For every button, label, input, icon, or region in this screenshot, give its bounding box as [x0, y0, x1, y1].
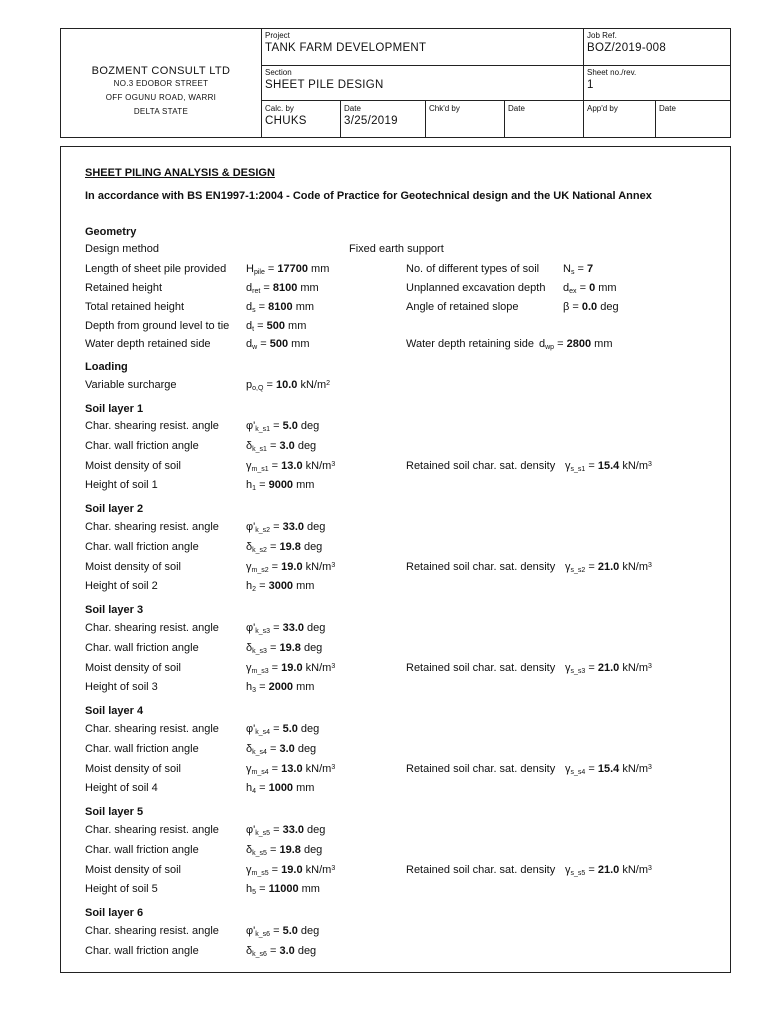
gamma-entry: $\gamma_{m\_s2} = 19.0$ $kN/m^3$: [246, 561, 336, 574]
delta-value: 3.0: [279, 945, 295, 957]
sat-label: Retained soil char. sat. density: [406, 662, 556, 674]
slope-value: 0.0: [581, 301, 598, 313]
divider: [425, 100, 426, 137]
loading-heading: Loading: [85, 361, 128, 373]
sat-entry: $\gamma_{s\_s3} = 21.0$ $kN/m^3$: [565, 662, 652, 675]
water-retained-label: Water depth retained side: [85, 338, 211, 350]
section-cell: [265, 68, 384, 92]
soil-layer-1-heading: Soil layer 1: [85, 403, 144, 415]
sat-value: 21.0: [597, 561, 620, 573]
surcharge-label: Variable surcharge: [85, 379, 177, 391]
sat-value: 15.4: [597, 763, 620, 775]
project-value: TANK FARM DEVELOPMENT: [265, 42, 427, 54]
retained-height-entry: $d_{ret} = 8100$ mm: [246, 282, 319, 295]
divider: [261, 29, 262, 137]
sat-label: Retained soil char. sat. density: [406, 864, 556, 876]
height-entry: $h_5 = 11000$ mm: [246, 883, 320, 896]
divider: [655, 100, 656, 137]
height-label: Height of soil 5: [85, 883, 158, 895]
geometry-heading: Geometry: [85, 226, 137, 238]
height-value: 9000: [268, 479, 294, 491]
gamma-label: Moist density of soil: [85, 561, 181, 573]
phi-entry: $\varphi'_{k\_s4} = 5.0$ deg: [246, 723, 320, 736]
calcby-value: CHUKS: [265, 115, 307, 127]
phi-label: Char. shearing resist. angle: [85, 420, 219, 432]
height-entry: $h_1 = 9000$ mm: [246, 479, 315, 492]
soil-layer-2-heading: Soil layer 2: [85, 503, 144, 515]
section-value: SHEET PILE DESIGN: [265, 79, 384, 91]
project-label: Project: [265, 31, 290, 40]
delta-value: 3.0: [279, 743, 295, 755]
calcby-label: Calc. by: [265, 104, 294, 113]
delta-value: 19.8: [279, 541, 301, 553]
phi-value: 33.0: [282, 622, 304, 634]
phi-label: Char. shearing resist. angle: [85, 521, 219, 533]
pile-length-label: Length of sheet pile provided: [85, 263, 227, 275]
sat-entry: $\gamma_{s\_s1} = 15.4$ $kN/m^3$: [565, 460, 652, 473]
phi-value: 5.0: [282, 723, 298, 735]
height-entry: $h_4 = 1000$ mm: [246, 782, 315, 795]
date2-label: Date: [508, 104, 525, 113]
height-entry: $h_2 = 3000$ mm: [246, 580, 315, 593]
design-method-label: Design method: [85, 243, 159, 255]
header-block: [60, 28, 731, 138]
sheet-cell: [587, 68, 636, 92]
height-value: 3000: [268, 580, 294, 592]
unplanned-value: 0: [589, 282, 596, 294]
doc-subtitle: In accordance with BS EN1997-1:2004 - Code of Practice for Geotechnical design and the UK National Annex: [85, 190, 652, 202]
delta-entry: $\delta_{k\_s5} = 19.8$ deg: [246, 844, 323, 857]
delta-label: Char. wall friction angle: [85, 945, 199, 957]
date3-label: Date: [659, 104, 676, 113]
phi-entry: $\varphi'_{k\_s5} = 33.0$ deg: [246, 824, 326, 837]
chkd-cell: [429, 104, 460, 114]
sat-label: Retained soil char. sat. density: [406, 763, 556, 775]
company-address-line: DELTA STATE: [133, 107, 189, 116]
gamma-label: Moist density of soil: [85, 763, 181, 775]
delta-entry: $\delta_{k\_s3} = 19.8$ deg: [246, 642, 323, 655]
gamma-value: 19.0: [281, 561, 303, 573]
company-address-line: OFF OGUNU ROAD, WARRI: [105, 93, 217, 102]
phi-label: Char. shearing resist. angle: [85, 824, 219, 836]
appd-cell: [587, 104, 618, 114]
pile-length-value: 17700: [277, 263, 308, 275]
unplanned-label: Unplanned excavation depth: [406, 282, 546, 294]
delta-label: Char. wall friction angle: [85, 743, 199, 755]
sat-label: Retained soil char. sat. density: [406, 460, 556, 472]
phi-entry: $\varphi'_{k\_s2} = 33.0$ deg: [246, 521, 326, 534]
project-cell: [265, 31, 426, 55]
doc-title: SHEET PILING ANALYSIS & DESIGN: [85, 167, 275, 179]
retained-height-value: 8100: [272, 282, 298, 294]
delta-label: Char. wall friction angle: [85, 440, 199, 452]
surcharge-value: 10.0: [275, 379, 298, 391]
divider: [504, 100, 505, 137]
tie-depth-value: 500: [266, 320, 285, 332]
height-value: 1000: [268, 782, 294, 794]
height-label: Height of soil 1: [85, 479, 158, 491]
jobref-cell: [587, 31, 666, 55]
calc-body: [60, 146, 731, 973]
slope-label: Angle of retained slope: [406, 301, 519, 313]
gamma-value: 13.0: [281, 460, 303, 472]
water-retaining-value: 2800: [566, 338, 592, 350]
sheet-value: 1: [587, 79, 594, 91]
water-retained-entry: $d_w = 500$ mm: [246, 338, 310, 351]
sat-value: 21.0: [597, 662, 620, 674]
tie-depth-label: Depth from ground level to tie: [85, 320, 230, 332]
soil-layer-5-heading: Soil layer 5: [85, 806, 144, 818]
slope-entry: β = 0.0 deg: [563, 301, 619, 313]
gamma-label: Moist density of soil: [85, 662, 181, 674]
gamma-entry: $\gamma_{m\_s4} = 13.0$ $kN/m^3$: [246, 763, 336, 776]
num-soils-label: No. of different types of soil: [406, 263, 540, 275]
sheet-label: Sheet no./rev.: [587, 68, 637, 77]
gamma-entry: $\gamma_{m\_s3} = 19.0$ $kN/m^3$: [246, 662, 336, 675]
water-retaining-label: Water depth retaining side: [406, 338, 534, 350]
phi-entry: $\varphi'_{k\_s1} = 5.0$ deg: [246, 420, 320, 433]
phi-value: 33.0: [282, 824, 304, 836]
phi-label: Char. shearing resist. angle: [85, 723, 219, 735]
phi-value: 33.0: [282, 521, 304, 533]
height-value: 2000: [268, 681, 294, 693]
water-retaining-entry: $d_{wp} = 2800$ mm: [539, 338, 613, 351]
tie-depth-entry: $d_t = 500$ mm: [246, 320, 307, 333]
phi-value: 5.0: [282, 420, 298, 432]
delta-label: Char. wall friction angle: [85, 844, 199, 856]
divider: [261, 65, 730, 66]
phi-label: Char. shearing resist. angle: [85, 925, 219, 937]
pile-length-entry: $H_{pile} = 17700$ mm: [246, 263, 330, 276]
height-entry: $h_3 = 2000$ mm: [246, 681, 315, 694]
section-label: Section: [265, 68, 292, 77]
delta-label: Char. wall friction angle: [85, 541, 199, 553]
appd-label: App'd by: [587, 104, 618, 113]
date-value: 3/25/2019: [344, 115, 398, 127]
gamma-entry: $\gamma_{m\_s1} = 13.0$ $kN/m^3$: [246, 460, 336, 473]
phi-label: Char. shearing resist. angle: [85, 622, 219, 634]
height-label: Height of soil 2: [85, 580, 158, 592]
company-block: [61, 65, 261, 119]
gamma-value: 19.0: [281, 864, 303, 876]
date2-cell: [508, 104, 525, 114]
soil-layer-4-heading: Soil layer 4: [85, 705, 144, 717]
delta-entry: $\delta_{k\_s1} = 3.0$ deg: [246, 440, 317, 453]
height-label: Height of soil 4: [85, 782, 158, 794]
delta-entry: $\delta_{k\_s6} = 3.0$ deg: [246, 945, 317, 958]
delta-entry: $\delta_{k\_s2} = 19.8$ deg: [246, 541, 323, 554]
gamma-entry: $\gamma_{m\_s5} = 19.0$ $kN/m^3$: [246, 864, 336, 877]
num-soils-entry: $N_s = 7$: [563, 263, 594, 276]
sat-entry: $\gamma_{s\_s5} = 21.0$ $kN/m^3$: [565, 864, 652, 877]
phi-value: 5.0: [282, 925, 298, 937]
gamma-label: Moist density of soil: [85, 460, 181, 472]
surcharge-entry: $p_{o,Q} = 10.0$ $kN/m^2$: [246, 379, 331, 392]
soil-layer-3-heading: Soil layer 3: [85, 604, 144, 616]
soil-layer-6-heading: Soil layer 6: [85, 907, 144, 919]
height-label: Height of soil 3: [85, 681, 158, 693]
calcby-cell: [265, 104, 307, 128]
delta-value: 3.0: [279, 440, 295, 452]
date-cell: [344, 104, 398, 128]
sat-label: Retained soil char. sat. density: [406, 561, 556, 573]
gamma-label: Moist density of soil: [85, 864, 181, 876]
date3-cell: [659, 104, 676, 114]
height-value: 11000: [268, 883, 299, 895]
delta-value: 19.8: [279, 844, 301, 856]
chkd-label: Chk'd by: [429, 104, 460, 113]
gamma-value: 19.0: [281, 662, 303, 674]
sat-entry: $\gamma_{s\_s4} = 15.4$ $kN/m^3$: [565, 763, 652, 776]
jobref-value: BOZ/2019-008: [587, 42, 667, 54]
divider: [340, 100, 341, 137]
sat-entry: $\gamma_{s\_s2} = 21.0$ $kN/m^3$: [565, 561, 652, 574]
total-retained-entry: $d_s = 8100$ mm: [246, 301, 315, 314]
num-soils-value: 7: [587, 263, 594, 275]
delta-value: 19.8: [279, 642, 301, 654]
date-label: Date: [344, 104, 361, 113]
gamma-value: 13.0: [281, 763, 303, 775]
delta-entry: $\delta_{k\_s4} = 3.0$ deg: [246, 743, 317, 756]
unplanned-entry: $d_{ex} = 0$ mm: [563, 282, 617, 295]
jobref-label: Job Ref.: [587, 31, 617, 40]
water-retained-value: 500: [269, 338, 289, 350]
total-retained-value: 8100: [268, 301, 293, 313]
total-retained-label: Total retained height: [85, 301, 185, 313]
divider: [583, 29, 584, 137]
company-address-line: NO.3 EDOBOR STREET: [113, 79, 209, 88]
company-name: BOZMENT CONSULT LTD: [91, 65, 231, 77]
phi-entry: $\varphi'_{k\_s6} = 5.0$ deg: [246, 925, 320, 938]
delta-label: Char. wall friction angle: [85, 642, 199, 654]
retained-height-label: Retained height: [85, 282, 163, 294]
phi-entry: $\varphi'_{k\_s3} = 33.0$ deg: [246, 622, 326, 635]
sat-value: 21.0: [597, 864, 620, 876]
design-method-value: Fixed earth support: [349, 243, 444, 255]
sat-value: 15.4: [597, 460, 620, 472]
divider: [261, 100, 730, 101]
